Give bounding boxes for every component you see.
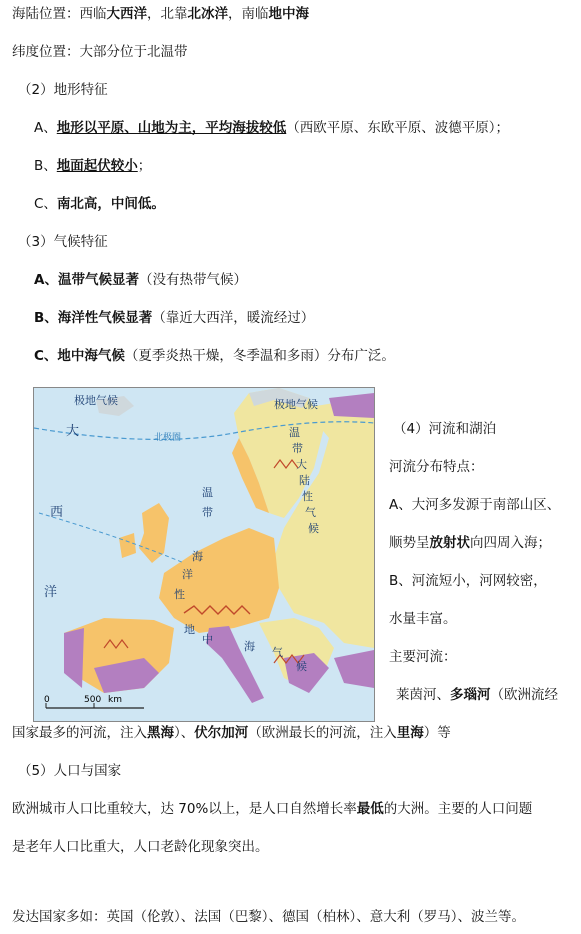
label-med-3: 海	[244, 640, 255, 653]
text: ，北靠	[147, 6, 188, 22]
river-a-line2	[389, 534, 551, 552]
prefix: B、	[34, 310, 58, 326]
heading-terrain: （2）地形特征	[18, 82, 108, 98]
climate-b-bold: 海洋性气候显著	[57, 310, 153, 326]
climate-b	[34, 309, 314, 327]
terrain-a	[34, 119, 509, 137]
river-features: 河流分布特点：	[389, 459, 484, 475]
heading-population: （5）人口与国家	[18, 763, 122, 779]
label-ocean-1: 温	[202, 486, 213, 499]
climate-a-bold: 温带气候显著	[57, 272, 139, 288]
label-med-2: 中	[202, 633, 213, 646]
label-ocean-3: 海	[192, 550, 203, 563]
atlantic-text: 大西洋	[106, 6, 147, 22]
terrain-b-rest: ；	[137, 158, 152, 174]
label-cont-4: 陆	[299, 474, 310, 487]
heading-climate: （3）气候特征	[18, 234, 108, 250]
terrain-b-bold: 地面起伏较小	[56, 158, 138, 174]
climate-a-rest: （没有热带气候）	[138, 272, 247, 288]
line-location	[12, 5, 309, 23]
lowest-text: 最低	[356, 801, 384, 817]
text: ）等	[423, 725, 451, 741]
scale-unit: km	[108, 695, 122, 705]
label-polar-west: 极地气候	[74, 394, 118, 407]
text: 莱茵河、	[396, 687, 450, 703]
population-line1	[12, 800, 532, 818]
prefix: B、	[34, 158, 57, 174]
terrain-a-rest: （西欧平原、东欧平原、波德平原）；	[286, 120, 509, 136]
scale-500: 500	[84, 695, 102, 705]
river-b-line1: B、河流短小，河网较密，	[389, 573, 547, 589]
prefix: A、	[34, 272, 58, 288]
prefix: C、	[34, 196, 57, 212]
text: ，南临	[228, 6, 269, 22]
text: （欧洲最长的河流，注入	[248, 725, 397, 741]
black-sea-text: 黑海	[147, 725, 174, 741]
main-rivers: 主要河流：	[389, 649, 457, 665]
label-atlantic-3: 洋	[44, 585, 58, 600]
caspian-text: 里海	[396, 725, 424, 741]
label-atlantic-2: 西	[50, 505, 64, 520]
danube-text: 多瑙河	[450, 687, 491, 703]
climate-a	[34, 271, 247, 289]
label-ocean-2: 带	[202, 506, 213, 519]
label-med-4: 气	[272, 646, 283, 659]
climate-b-rest: （靠近大西洋，暖流经过）	[152, 310, 315, 326]
river-a-line1: A、大河多发源于南部山区、	[389, 497, 561, 513]
mediterranean-text: 地中海	[268, 6, 309, 22]
terrain-b	[34, 157, 151, 175]
terrain-c	[34, 195, 165, 213]
label-cont-2: 带	[292, 442, 303, 455]
rivers-continued	[12, 724, 451, 742]
line-latitude: 纬度位置：大部分位于北温带	[12, 44, 188, 60]
heading-rivers: （4）河流和湖泊	[393, 421, 497, 437]
arctic-text: 北冰洋	[187, 6, 228, 22]
text: 海陆位置：西临	[12, 6, 107, 22]
developed-countries: 发达国家多如：英国（伦敦）、法国（巴黎）、德国（柏林）、意大利（罗马）、波兰等。	[12, 909, 525, 925]
label-ocean-4: 洋	[182, 568, 193, 581]
rivers-list	[396, 686, 558, 704]
climate-c-bold: 地中海气候	[57, 348, 125, 364]
label-cont-5: 性	[302, 490, 313, 503]
europe-climate-map	[33, 387, 375, 722]
text: ）、	[174, 725, 195, 741]
text: 的大洲。主要的人口问题	[383, 801, 533, 817]
climate-c	[34, 347, 395, 365]
radial-text: 放射状	[429, 535, 470, 551]
scale-zero: 0	[44, 695, 50, 705]
text: 向四周入海；	[470, 535, 551, 551]
terrain-a-bold: 地形以平原、山地为主，平均海拔较低	[56, 120, 287, 136]
label-cont-7: 候	[308, 522, 319, 535]
prefix: C、	[34, 348, 58, 364]
volga-text: 伏尔加河	[194, 725, 249, 741]
prefix: A、	[34, 120, 57, 136]
population-line2: 是老年人口比重大，人口老龄化现象突出。	[12, 839, 269, 855]
terrain-c-bold: 南北高，中间低。	[56, 196, 165, 212]
label-med-1: 地	[184, 623, 195, 636]
text: 欧洲城市人口比重较大，达 70%以上，是人口自然增长率	[12, 801, 357, 817]
label-polar-east: 极地气候	[274, 398, 318, 411]
text: （欧洲流经	[490, 687, 558, 703]
text: 顺势呈	[389, 535, 430, 551]
label-med-5: 候	[296, 660, 307, 673]
text: 国家最多的河流，注入	[12, 725, 147, 741]
label-arctic-circle: 北极圈	[154, 433, 182, 443]
river-b-line2: 水量丰富。	[389, 611, 457, 627]
climate-c-rest: （夏季炎热干燥，冬季温和多雨）分布广泛。	[124, 348, 395, 364]
label-cont-6: 气	[305, 506, 316, 519]
map-svg	[34, 388, 374, 721]
label-cont-1: 温	[289, 426, 300, 439]
label-cont-3: 大	[296, 458, 307, 471]
label-atlantic-1: 大	[66, 424, 80, 439]
label-ocean-5: 性	[174, 588, 185, 601]
